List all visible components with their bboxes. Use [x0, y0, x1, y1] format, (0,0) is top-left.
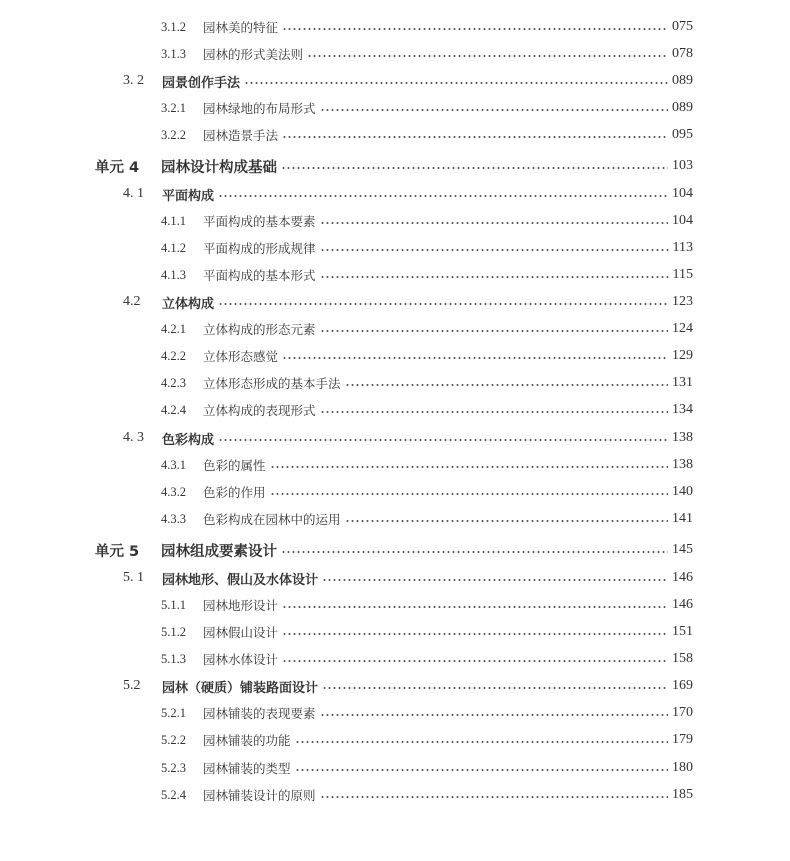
toc-leader-dots [218, 439, 668, 441]
toc-entry [161, 17, 693, 37]
toc-number: 5. 1 [123, 570, 144, 585]
toc-page: 124 [672, 321, 693, 336]
toc-page: 123 [672, 294, 693, 309]
toc-leader-dots [345, 384, 668, 386]
toc-page: 179 [672, 732, 693, 747]
toc-title: 色彩构成在园林中的运用 [203, 512, 341, 527]
toc-number: 4.2 [123, 294, 141, 309]
toc-number: 4.1.2 [161, 240, 186, 255]
toc-title: 园林（硬质）铺装路面设计 [162, 680, 319, 696]
toc-entry [161, 622, 693, 642]
toc-entry [161, 730, 693, 750]
toc-leader-dots [281, 551, 668, 553]
toc-title: 色彩的作用 [203, 485, 266, 500]
toc-entry [161, 346, 693, 366]
toc-page: 131 [672, 375, 693, 390]
toc-title: 园林设计构成基础 [161, 159, 277, 176]
toc-number: 3.2.2 [161, 127, 186, 142]
toc-page: 140 [672, 484, 693, 499]
toc-entry [161, 703, 693, 723]
toc-entry [161, 455, 693, 475]
toc-title: 平面构成 [162, 188, 215, 204]
toc-entry [161, 265, 693, 285]
toc-number: 5.2.3 [161, 760, 186, 775]
toc-entry [161, 319, 693, 339]
toc-page: 169 [672, 678, 693, 693]
toc-leader-dots [320, 714, 668, 716]
toc-entry [161, 125, 693, 145]
toc-leader-dots [322, 687, 668, 689]
toc-entry [161, 211, 693, 231]
toc-page: 078 [672, 46, 693, 61]
toc-entry [161, 649, 693, 669]
toc-leader-dots [244, 82, 668, 84]
toc-title: 平面构成的基本形式 [203, 268, 316, 283]
toc-number: 4.2.3 [161, 375, 186, 390]
toc-leader-dots [295, 769, 668, 771]
toc-title: 园林铺装设计的原则 [203, 788, 316, 803]
toc-number: 4.3.3 [161, 511, 186, 526]
toc-leader-dots [270, 466, 668, 468]
toc-leader-dots [320, 796, 668, 798]
toc-title: 园林铺装的类型 [203, 761, 291, 776]
toc-number: 5.2.2 [161, 732, 186, 747]
toc-title: 色彩构成 [162, 432, 215, 448]
toc-entry [161, 785, 693, 805]
toc-title: 园林美的特征 [203, 20, 279, 35]
toc-title: 立体形态感觉 [203, 349, 279, 364]
toc-title: 园林水体设计 [203, 652, 279, 667]
toc-page: 138 [672, 430, 693, 445]
toc-number: 3.1.2 [161, 19, 186, 34]
toc-leader-dots [282, 136, 668, 138]
toc-title: 立体构成的形态元素 [203, 322, 316, 337]
toc-leader-dots [282, 660, 668, 662]
toc-page: 089 [672, 73, 693, 88]
toc-title: 园林铺装的功能 [203, 733, 291, 748]
toc-page: 089 [672, 100, 693, 115]
toc-number: 5.2 [123, 678, 141, 693]
toc-leader-dots [281, 167, 668, 169]
toc-page: 103 [672, 158, 693, 173]
toc-page: 170 [672, 705, 693, 720]
toc-leader-dots [218, 195, 668, 197]
toc-number: 5.1.1 [161, 597, 186, 612]
toc-entry [161, 98, 693, 118]
toc-number: 单元 5 [95, 543, 140, 560]
toc-leader-dots [282, 28, 668, 30]
toc-title: 园林造景手法 [203, 128, 279, 143]
toc-page: 180 [672, 760, 693, 775]
toc-title: 园景创作手法 [162, 75, 241, 91]
toc-leader-dots [282, 606, 668, 608]
toc-number: 4.3.1 [161, 457, 186, 472]
toc-entry [123, 184, 693, 204]
toc-page: 146 [672, 570, 693, 585]
toc-number: 5.1.3 [161, 651, 186, 666]
toc-page: 158 [672, 651, 693, 666]
toc-title: 园林铺装的表现要素 [203, 706, 316, 721]
toc-number: 4.3.2 [161, 484, 186, 499]
toc-number: 4.2.4 [161, 402, 186, 417]
toc-entry [161, 509, 693, 529]
toc-entry [161, 238, 693, 258]
toc-entry [161, 758, 693, 778]
toc-title: 园林地形、假山及水体设计 [162, 572, 319, 588]
toc-entry [95, 540, 693, 560]
toc-page: 104 [672, 213, 693, 228]
toc-title: 平面构成的形成规律 [203, 241, 316, 256]
toc-leader-dots [320, 276, 669, 278]
toc-number: 单元 4 [95, 159, 140, 176]
toc-title: 园林地形设计 [203, 598, 279, 613]
toc-number: 3. 2 [123, 73, 144, 88]
toc-title: 园林绿地的布局形式 [203, 101, 316, 116]
toc-page: 141 [672, 511, 693, 526]
toc-entry [161, 400, 693, 420]
toc-leader-dots [295, 741, 668, 743]
toc-entry [161, 373, 693, 393]
toc-page: 113 [672, 240, 693, 255]
toc-title: 园林的形式美法则 [203, 47, 304, 62]
toc-title: 色彩的属性 [203, 458, 266, 473]
toc-page: 129 [672, 348, 693, 363]
toc-number: 4.2.2 [161, 348, 186, 363]
toc-leader-dots [218, 303, 668, 305]
toc-title: 平面构成的基本要素 [203, 214, 316, 229]
toc-entry [123, 428, 693, 448]
toc-page: 146 [672, 597, 693, 612]
toc-number: 3.2.1 [161, 100, 186, 115]
toc-entry [161, 482, 693, 502]
toc-number: 4. 1 [123, 186, 144, 201]
toc-leader-dots [270, 493, 668, 495]
toc-entry [123, 292, 693, 312]
toc-number: 4. 3 [123, 430, 144, 445]
toc-leader-dots [320, 411, 668, 413]
toc-leader-dots [320, 249, 669, 251]
toc-leader-dots [282, 633, 668, 635]
toc-entry [95, 156, 693, 176]
toc-leader-dots [320, 330, 668, 332]
toc-page: 095 [672, 127, 693, 142]
toc-leader-dots [282, 357, 668, 359]
toc-title: 立体形态形成的基本手法 [203, 376, 341, 391]
toc-leader-dots [345, 520, 668, 522]
toc-title: 立体构成的表现形式 [203, 403, 316, 418]
toc-page: 145 [672, 542, 693, 557]
toc-page: 185 [672, 787, 693, 802]
toc-page: 115 [672, 267, 693, 282]
toc-number: 5.2.4 [161, 787, 186, 802]
toc-page: 134 [672, 402, 693, 417]
toc-number: 4.1.3 [161, 267, 186, 282]
toc-number: 4.2.1 [161, 321, 186, 336]
toc-entry [123, 676, 693, 696]
toc-leader-dots [320, 222, 668, 224]
toc-entry [123, 71, 693, 91]
toc-title: 园林组成要素设计 [161, 543, 277, 560]
toc-page: 075 [672, 19, 693, 34]
toc-leader-dots [322, 579, 668, 581]
toc-number: 3.1.3 [161, 46, 186, 61]
toc-number: 5.1.2 [161, 624, 186, 639]
toc-leader-dots [307, 55, 668, 57]
toc-leader-dots [320, 109, 668, 111]
toc-page: 151 [672, 624, 693, 639]
toc-entry [161, 595, 693, 615]
toc-page: 104 [672, 186, 693, 201]
toc-entry [123, 568, 693, 588]
toc-number: 4.1.1 [161, 213, 186, 228]
toc-title: 立体构成 [162, 296, 215, 312]
toc-number: 5.2.1 [161, 705, 186, 720]
toc-page: 138 [672, 457, 693, 472]
toc-title: 园林假山设计 [203, 625, 279, 640]
toc-entry [161, 44, 693, 64]
